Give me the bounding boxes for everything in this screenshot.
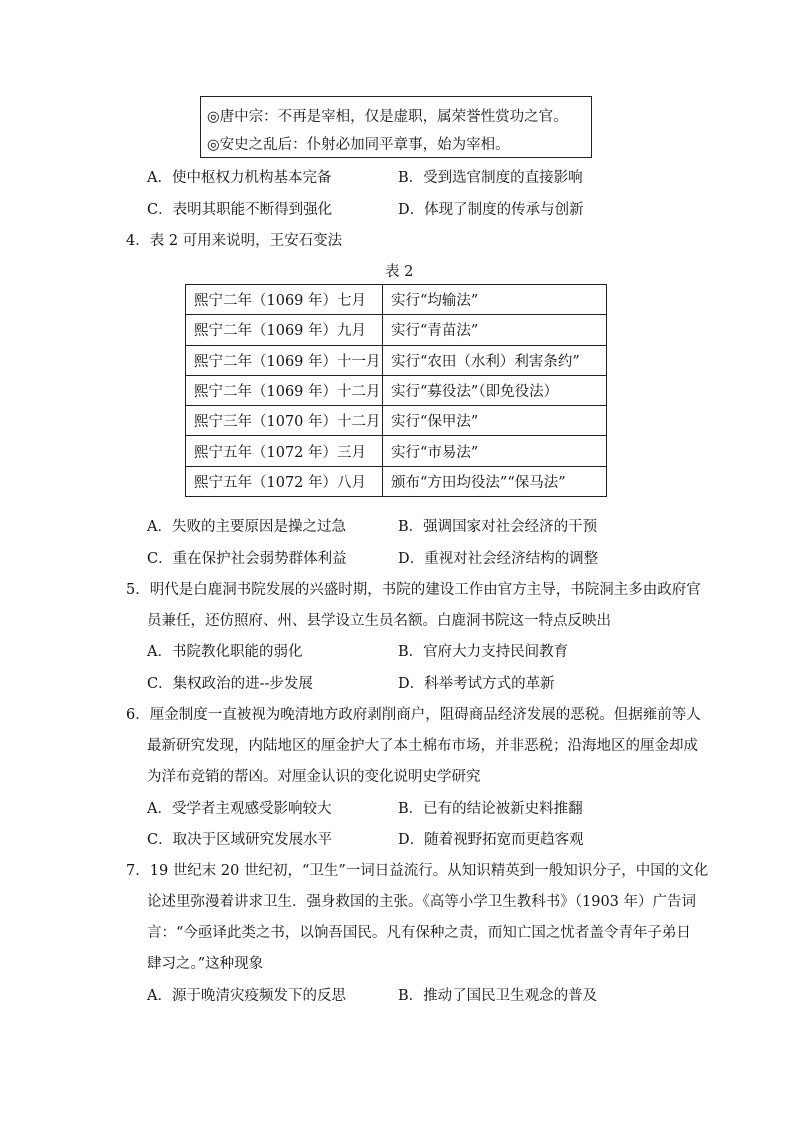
q4-option-a[interactable]: A．失败的主要原因是操之过急	[147, 519, 346, 535]
q7-stem-line-4: 肆习之。”这种现象	[147, 956, 264, 972]
table-cell-event: 实行“募役法”（即免役法）	[383, 375, 607, 405]
table-cell-date: 熙宁二年（1069 年）十二月	[186, 375, 383, 405]
q5-stem-line-2: 员兼任，还仿照府、州、县学设立生员名额。白鹿洞书院这一特点反映出	[147, 613, 611, 629]
table-cell-date: 熙宁二年（1069 年）七月	[186, 285, 383, 315]
q6-option-b[interactable]: B．已有的结论被新史料推翻	[398, 801, 583, 817]
q4-option-c[interactable]: C．重在保护社会弱势群体利益	[147, 551, 347, 567]
table-row	[186, 285, 607, 315]
q7-stem-line-3: 言：“今亟译此类之书，以饷吾国民。凡有保种之责，而知亡国之忧者盖令青年子弟日	[147, 925, 691, 941]
table-row	[186, 375, 607, 405]
table-row	[186, 436, 607, 466]
table-cell-date: 熙宁二年（1069 年）十一月	[186, 345, 383, 375]
q7-stem-line-2: 论述里弥漫着讲求卫生．强身救国的主张。《高等小学卫生教科书》（1903 年）广告词	[147, 894, 697, 910]
q5-option-d[interactable]: D．科举考试方式的革新	[398, 676, 555, 692]
table-row	[186, 345, 607, 375]
table-cell-date: 熙宁五年（1072 年）八月	[186, 466, 383, 496]
q6-option-d[interactable]: D．随着视野拓宽而更趋客观	[398, 832, 584, 848]
quote-box	[200, 96, 592, 158]
table-row	[186, 406, 607, 436]
q6-option-a[interactable]: A．受学者主观感受影响较大	[147, 801, 332, 817]
q3-option-b[interactable]: B．受到选官制度的直接影响	[398, 170, 583, 186]
q5-option-b[interactable]: B．官府大力支持民间教育	[398, 644, 569, 660]
table-cell-event: 实行“青苗法”	[383, 315, 607, 345]
q3-option-a[interactable]: A．使中枢权力机构基本完备	[147, 170, 332, 186]
table-cell-event: 实行“保甲法”	[383, 406, 607, 436]
q3-option-d[interactable]: D．体现了制度的传承与创新	[398, 202, 584, 218]
q6-option-c[interactable]: C．取决于区域研究发展水平	[147, 832, 333, 848]
q7-stem-line-1: 7．19 世纪末 20 世纪初，“卫生”一词日益流行。从知识精英到一般知识分子，中国的文化	[126, 863, 709, 879]
table-cell-event: 颁布“方田均役法”“保马法”	[383, 466, 607, 496]
table-cell-date: 熙宁三年（1070 年）十二月	[186, 406, 383, 436]
table-cell-event: 实行“农田（水利）利害条约”	[383, 345, 607, 375]
q6-stem-line-2: 最新研究发现，内陆地区的厘金护大了本土棉布市场，并非恶税；沿海地区的厘金却成	[147, 738, 698, 754]
table-cell-event: 实行“均输法”	[383, 285, 607, 315]
q6-stem-line-1: 6．厘金制度一直被视为晚清地方政府剥削商户，阻碍商品经济发展的恶税。但据雍前等人	[126, 707, 701, 723]
table-caption: 表 2	[385, 264, 414, 280]
q4-option-d[interactable]: D．重视对社会经济结构的调整	[398, 551, 599, 567]
q5-option-c[interactable]: C．集权政治的进--步发展	[147, 676, 313, 692]
q7-option-b[interactable]: B．推动了国民卫生观念的普及	[398, 988, 598, 1004]
q4-stem: 4．表 2 可用来说明，王安石变法	[126, 233, 343, 249]
table-row	[186, 315, 607, 345]
table-cell-date: 熙宁二年（1069 年）九月	[186, 315, 383, 345]
q5-stem-line-1: 5．明代是白鹿洞书院发展的兴盛时期，书院的建设工作由官方主导，书院洞主多由政府官	[126, 582, 701, 598]
table-row	[186, 466, 607, 496]
q3-option-c[interactable]: C．表明其职能不断得到强化	[147, 202, 333, 218]
q5-option-a[interactable]: A．书院教化职能的弱化	[147, 644, 303, 660]
quote-line-1: ◎唐中宗：不再是宰相，仅是虚职，属荣誉性赏功之官。	[207, 109, 568, 125]
reform-table	[185, 284, 607, 497]
table-cell-date: 熙宁五年（1072 年）三月	[186, 436, 383, 466]
q6-stem-line-3: 为洋布竞销的帮凶。对厘金认识的变化说明史学研究	[147, 769, 481, 785]
table-cell-event: 实行“市易法”	[383, 436, 607, 466]
quote-line-2: ◎安史之乱后：仆射必加同平章事，始为宰相。	[207, 137, 510, 153]
q7-option-a[interactable]: A．源于晚清灾疫频发下的反思	[147, 988, 346, 1004]
q4-option-b[interactable]: B．强调国家对社会经济的干预	[398, 519, 598, 535]
